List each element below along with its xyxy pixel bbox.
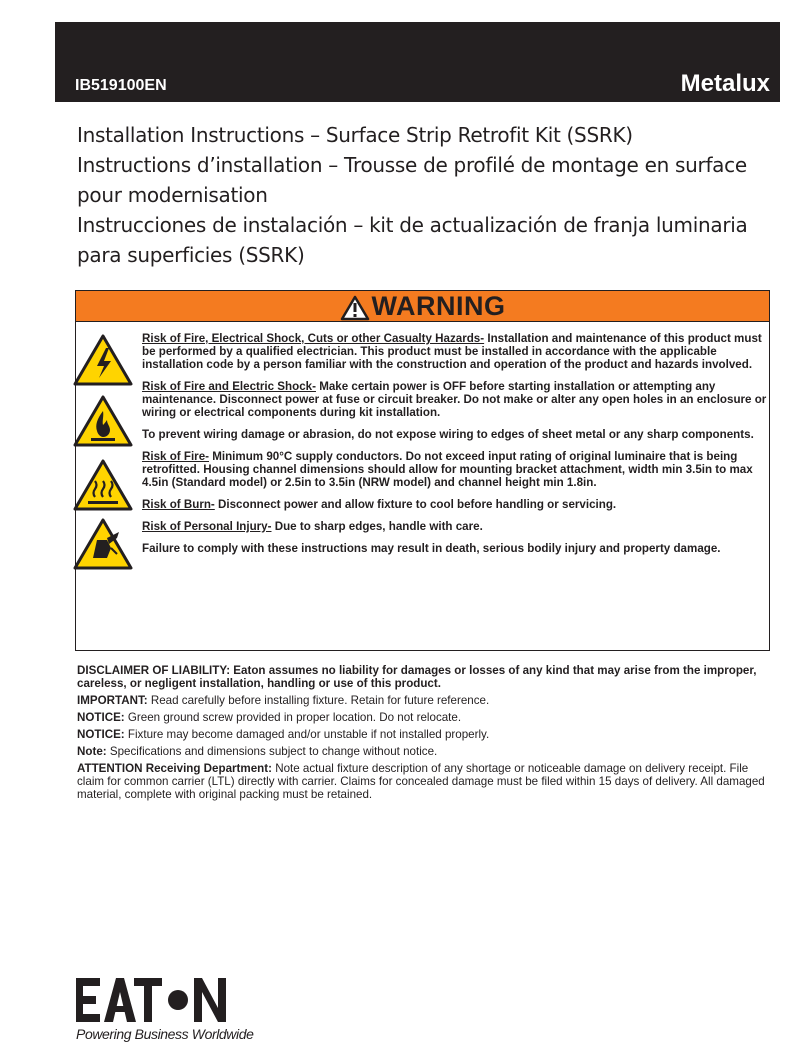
notice-label: NOTICE: [77, 711, 125, 724]
hazard-heading: Risk of Fire, Electrical Shock, Cuts or other Casualty Hazards- [142, 332, 485, 345]
hazard-body: Installation and maintenance of this product must be performed by a qualified electrician. This product must be installed in accordance with the applicable installation code by a person familiar with the construction and operation of the product and hazards involved. [142, 332, 762, 371]
warning-paragraph [142, 450, 767, 489]
eaton-logo [76, 978, 226, 1022]
warning-paragraph [142, 332, 767, 371]
title-block [77, 120, 777, 270]
attention-label: ATTENTION Receiving Department: [77, 762, 272, 775]
notice-text: Fixture may become damaged and/or unstable if not installed properly. [124, 728, 490, 741]
hazard-heading: Risk of Fire- [142, 450, 209, 463]
notes-block [77, 664, 772, 805]
hot-surface-hazard-icon [73, 459, 133, 511]
notice-label: NOTICE: [77, 728, 125, 741]
important-note [77, 694, 772, 707]
document-code: IB519100EN [75, 77, 167, 94]
cut-hazard-icon [73, 518, 133, 570]
important-label: IMPORTANT: [77, 694, 148, 707]
brand-name: Metalux [680, 70, 770, 97]
hazard-heading: Risk of Burn- [142, 498, 215, 511]
hazard-body: Due to sharp edges, handle with care. [271, 520, 483, 533]
warning-paragraph [142, 498, 767, 511]
warning-triangle-icon [340, 295, 370, 321]
eaton-tagline: Powering Business Worldwide [76, 1026, 254, 1042]
attention-text: Note actual fixture description of any shortage or noticeable damage on delivery receipt. File claim for common carrier (LTL) directly with carrier. Claims for concealed damage must be filed within 15 days of delivery. All damaged material, complete with original packing must be retained. [77, 762, 765, 801]
hazard-heading: Risk of Personal Injury- [142, 520, 272, 533]
title-french: Instructions d’installation – Trousse de profilé de montage en surface pour modernisation [77, 153, 747, 207]
warning-text-block [142, 332, 767, 564]
note-label: Note: [77, 745, 107, 758]
warning-paragraph [142, 520, 767, 533]
attention-note [77, 762, 772, 801]
header-bar [55, 22, 780, 102]
spec-note [77, 745, 772, 758]
important-text: Read carefully before installing fixture. Retain for future reference. [147, 694, 490, 707]
title-english: Installation Instructions – Surface Strip Retrofit Kit (SSRK) [77, 123, 633, 147]
hazard-body: Make certain power is OFF before starting installation or attempting any maintenance. Disconnect power at fuse or circuit breaker. Do not make or alter any open holes in an enclosure or wiring or electrical components during kit installation. [142, 380, 767, 419]
electric-shock-hazard-icon [73, 334, 133, 386]
warning-paragraph: Failure to comply with these instructions may result in death, serious bodily injury and property damage. [142, 542, 721, 555]
hazard-body: Minimum 90°C supply conductors. Do not exceed input rating of original luminaire that is being retrofitted. Housing channel dimensions should allow for mounting bracket attachment, width min 3.5in to max 4.5in (Standard model) or 2.5in to 3.5in (NRW model) and channel height min 1.8in. [142, 450, 753, 489]
title-spanish: Instrucciones de instalación – kit de actualización de franja luminaria para superficies (SSRK) [77, 213, 748, 267]
notice-text: Green ground screw provided in proper location. Do not relocate. [124, 711, 462, 724]
notice-note [77, 728, 772, 741]
fire-hazard-icon [73, 395, 133, 447]
warning-label: WARNING [371, 291, 506, 321]
hazard-body: Disconnect power and allow fixture to cool before handling or servicing. [214, 498, 617, 511]
disclaimer-bold: DISCLAIMER OF LIABILITY: Eaton assumes no liability for damages or losses of any kind that may arise from the improper, careless, or negligent installation, handling or use of this product. [77, 664, 757, 690]
warning-paragraph: To prevent wiring damage or abrasion, do not expose wiring to edges of sheet metal or any sharp components. [142, 428, 754, 441]
disclaimer-text [77, 664, 772, 690]
notice-note [77, 711, 772, 724]
hazard-heading: Risk of Fire and Electric Shock- [142, 380, 316, 393]
note-text: Specifications and dimensions subject to change without notice. [106, 745, 438, 758]
warning-banner [75, 290, 770, 322]
warning-paragraph [142, 380, 767, 419]
